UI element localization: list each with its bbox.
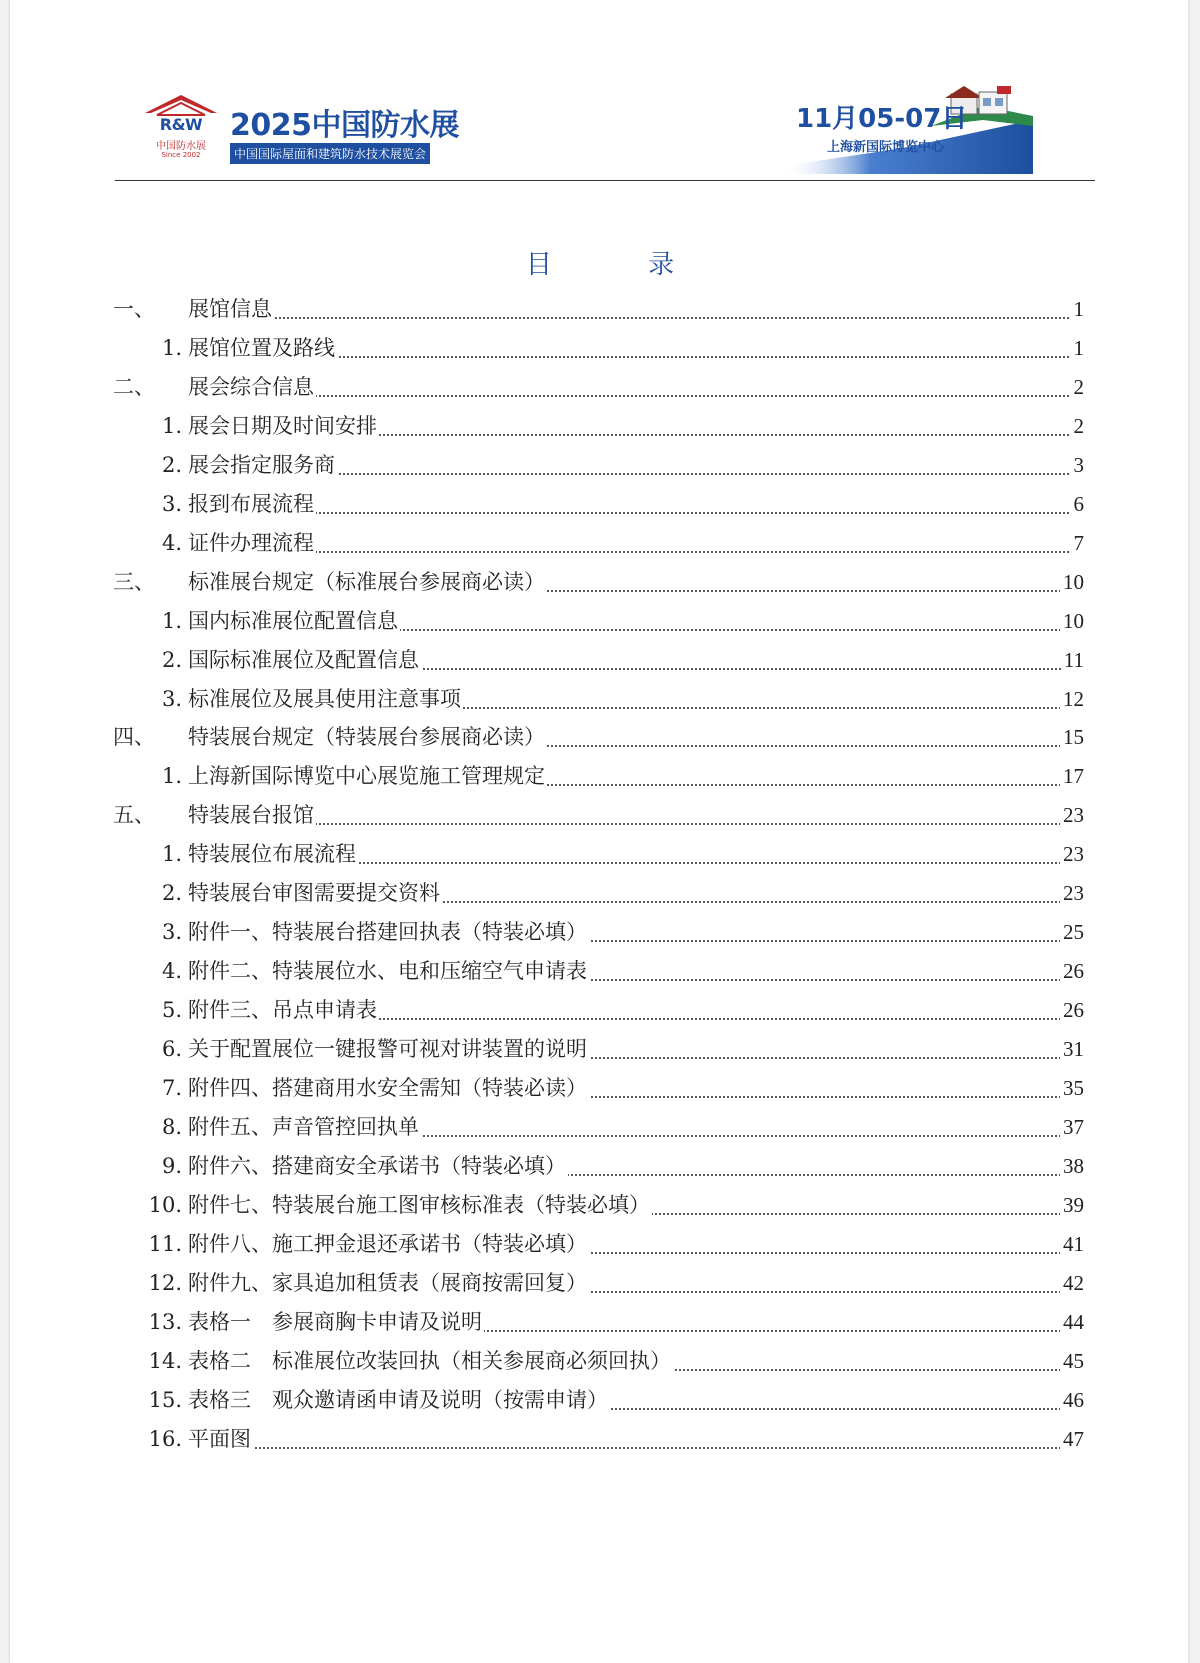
toc-entry-title: 附件六、搭建商安全承诺书（特装必填）	[188, 1147, 568, 1186]
toc-entry-number: 7.	[161, 1076, 182, 1100]
toc-entry-page: 23	[1060, 874, 1084, 913]
toc-entry-page: 2	[1071, 407, 1085, 446]
toc-entry-page: 44	[1060, 1303, 1084, 1342]
toc-entry-number: 3.	[161, 491, 182, 516]
toc-entry-number: 1.	[161, 608, 182, 633]
toc-entry-title: 特装展台审图需要提交资料	[188, 874, 442, 913]
toc-entry-number: 三、	[113, 569, 155, 594]
page-header	[115, 88, 1095, 183]
toc-entry-page: 46	[1060, 1381, 1084, 1420]
toc-entry-page: 25	[1060, 913, 1084, 952]
toc-entry-page: 17	[1060, 757, 1084, 796]
toc-entry[interactable]	[0, 952, 1200, 991]
toc-entry-number: 4.	[161, 530, 182, 555]
toc-entry[interactable]	[0, 407, 1200, 446]
toc-entry-page: 7	[1071, 524, 1085, 563]
toc-entry-title: 表格三 观众邀请函申请及说明（按需申请）	[188, 1381, 610, 1420]
toc-entry[interactable]	[0, 1303, 1200, 1342]
logo-brand-cn: 中国防水展	[156, 141, 206, 152]
toc-leader-dots	[188, 395, 1077, 397]
toc-entry[interactable]	[0, 913, 1200, 952]
toc-entry-title: 附件二、特装展位水、电和压缩空气申请表	[188, 952, 589, 991]
toc-entry-number: 6.	[161, 1037, 182, 1062]
toc-entry-title: 附件一、特装展台搭建回执表（特装必填）	[188, 913, 589, 952]
toc-entry-number: 3.	[161, 686, 182, 711]
toc-entry-title: 标准展位及展具使用注意事项	[188, 680, 463, 719]
toc-entry-title: 特装展位布展流程	[188, 835, 358, 874]
toc-entry-title: 附件七、特装展台施工图审核标准表（特装必填）	[188, 1186, 652, 1225]
toc-entry[interactable]	[0, 874, 1200, 913]
toc-entry[interactable]	[0, 446, 1200, 485]
toc-leader-dots	[188, 1447, 1077, 1449]
toc-entry[interactable]	[0, 602, 1200, 641]
toc-entry-title: 附件九、家具追加租赁表（展商按需回复）	[188, 1264, 589, 1303]
toc-entry-number: 15.	[148, 1387, 182, 1412]
toc-entry-number: 8.	[161, 1114, 182, 1139]
toc-entry-page: 31	[1060, 1030, 1084, 1069]
toc-entry-title: 附件五、声音管控回执单	[188, 1108, 421, 1147]
toc-entry[interactable]	[0, 1342, 1200, 1381]
toc-entry-page: 1	[1071, 329, 1085, 368]
toc-entry-page: 11	[1061, 641, 1084, 680]
expo-date: 11月05-07日	[796, 104, 968, 134]
toc-entry[interactable]	[0, 329, 1200, 368]
header-divider	[115, 180, 1095, 181]
toc-entry-title: 报到布展流程	[188, 485, 316, 524]
toc-entry-page: 6	[1071, 485, 1085, 524]
toc-entry-title: 表格二 标准展位改装回执（相关参展商必须回执）	[188, 1342, 673, 1381]
toc-entry-number: 四、	[113, 725, 155, 750]
toc-entry-page: 45	[1060, 1342, 1084, 1381]
toc-entry-page: 1	[1071, 290, 1085, 329]
toc-entry-page: 41	[1060, 1225, 1084, 1264]
toc-entry-number: 二、	[113, 374, 155, 399]
toc-entry[interactable]	[0, 290, 1200, 329]
toc-entry-title: 展会日期及时间安排	[188, 407, 379, 446]
toc-entry-page: 3	[1071, 446, 1085, 485]
toc-entry-page: 2	[1071, 368, 1085, 407]
toc-entry[interactable]	[0, 485, 1200, 524]
toc-entry-title: 展会综合信息	[188, 368, 316, 407]
toc-entry-title: 表格一 参展商胸卡申请及说明	[188, 1303, 484, 1342]
toc-entry[interactable]	[0, 1225, 1200, 1264]
toc-entry-number: 3.	[161, 920, 182, 945]
toc-entry-title: 国际标准展位及配置信息	[188, 641, 421, 680]
toc-entry-number: 一、	[113, 297, 155, 321]
toc-entry-number: 14.	[148, 1348, 182, 1373]
toc-entry[interactable]	[0, 1381, 1200, 1420]
toc-entry-number: 2.	[161, 881, 182, 906]
toc-entry[interactable]	[0, 835, 1200, 874]
toc-entry-title: 附件四、搭建商用水安全需知（特装必读）	[188, 1069, 589, 1108]
toc-entry-page: 47	[1060, 1420, 1084, 1459]
toc-entry-number: 5.	[161, 998, 182, 1023]
toc-entry-page: 12	[1060, 680, 1084, 719]
toc-entry-page: 42	[1060, 1264, 1084, 1303]
toc-entry-number: 2.	[161, 647, 182, 672]
toc-entry-number: 4.	[161, 959, 182, 984]
logo-since: Since 2002	[161, 151, 201, 159]
toc-entry[interactable]	[0, 1420, 1200, 1459]
toc-entry-number: 9.	[161, 1153, 182, 1178]
toc-entry-title: 标准展台规定（标准展台参展商必读）	[188, 563, 547, 602]
toc-entry-page: 26	[1060, 952, 1084, 991]
toc-entry-number: 12.	[148, 1270, 182, 1295]
toc-entry-page: 38	[1060, 1147, 1084, 1186]
toc-entry-page: 23	[1060, 796, 1084, 835]
toc-entry[interactable]	[0, 1069, 1200, 1108]
expo-subtitle: 中国国际屋面和建筑防水技术展览会	[230, 143, 430, 164]
toc-entry-page: 10	[1060, 563, 1084, 602]
toc-entry-number: 11.	[148, 1231, 182, 1256]
toc-entry-number: 10.	[148, 1192, 182, 1217]
toc-entry[interactable]	[0, 563, 1200, 602]
toc-leader-dots	[188, 317, 1077, 319]
toc-entry-page: 35	[1060, 1069, 1084, 1108]
toc-entry[interactable]	[0, 680, 1200, 719]
toc-entry-page: 23	[1060, 835, 1084, 874]
toc-entry-page: 10	[1060, 602, 1084, 641]
toc-entry-page: 37	[1060, 1108, 1084, 1147]
logo-brand: R&W	[159, 115, 203, 134]
toc-entry[interactable]	[0, 757, 1200, 796]
expo-title: 2025中国防水展	[230, 108, 459, 143]
toc-entry[interactable]	[0, 1030, 1200, 1069]
toc-entry-title: 关于配置展位一键报警可视对讲装置的说明	[188, 1030, 589, 1069]
roof-icon	[143, 93, 219, 117]
toc-entry-number: 13.	[148, 1309, 182, 1334]
toc-entry[interactable]	[0, 1147, 1200, 1186]
toc-entry-title: 展会指定服务商	[188, 446, 337, 485]
expo-venue: 上海新国际博览中心	[827, 140, 945, 155]
toc-entry[interactable]	[0, 991, 1200, 1030]
toc-entry[interactable]	[0, 641, 1200, 680]
toc-title: 目 录	[525, 250, 719, 280]
rw-logo	[143, 93, 219, 165]
toc-entry-number: 1.	[161, 413, 182, 438]
toc-entry[interactable]	[0, 1108, 1200, 1147]
toc-entry-title: 展馆位置及路线	[188, 329, 337, 368]
toc-entry-number: 1.	[161, 764, 182, 789]
toc-entry-title: 平面图	[188, 1420, 253, 1459]
toc-entry-number: 1.	[161, 842, 182, 867]
toc-entry-title: 附件三、吊点申请表	[188, 991, 379, 1030]
toc-entry[interactable]	[0, 1264, 1200, 1303]
toc-entry-title: 附件八、施工押金退还承诺书（特装必填）	[188, 1225, 589, 1264]
toc-leader-dots	[188, 551, 1077, 553]
toc-entry[interactable]	[0, 718, 1200, 757]
toc-entry-title: 国内标准展位配置信息	[188, 602, 400, 641]
toc-entry[interactable]	[0, 524, 1200, 563]
toc-entry[interactable]	[0, 368, 1200, 407]
toc-leader-dots	[188, 823, 1077, 825]
toc-entry-page: 39	[1060, 1186, 1084, 1225]
toc-entry-number: 1.	[161, 335, 182, 360]
toc-leader-dots	[188, 512, 1077, 514]
toc-entry-title: 特装展台规定（特装展台参展商必读）	[188, 718, 547, 757]
toc-entry-title: 展馆信息	[188, 290, 274, 329]
toc-entry-title: 上海新国际博览中心展览施工管理规定	[188, 757, 547, 796]
toc-entry[interactable]	[0, 796, 1200, 835]
toc-entry-page: 26	[1060, 991, 1084, 1030]
toc-entry-number: 2.	[161, 452, 182, 477]
toc-entry-title: 特装展台报馆	[188, 796, 316, 835]
toc-entry-number: 五、	[113, 803, 155, 828]
toc-entry-number: 16.	[148, 1426, 182, 1451]
toc-entry-title: 证件办理流程	[188, 524, 316, 563]
toc-entry-page: 15	[1060, 718, 1084, 757]
toc-entry[interactable]	[0, 1186, 1200, 1225]
